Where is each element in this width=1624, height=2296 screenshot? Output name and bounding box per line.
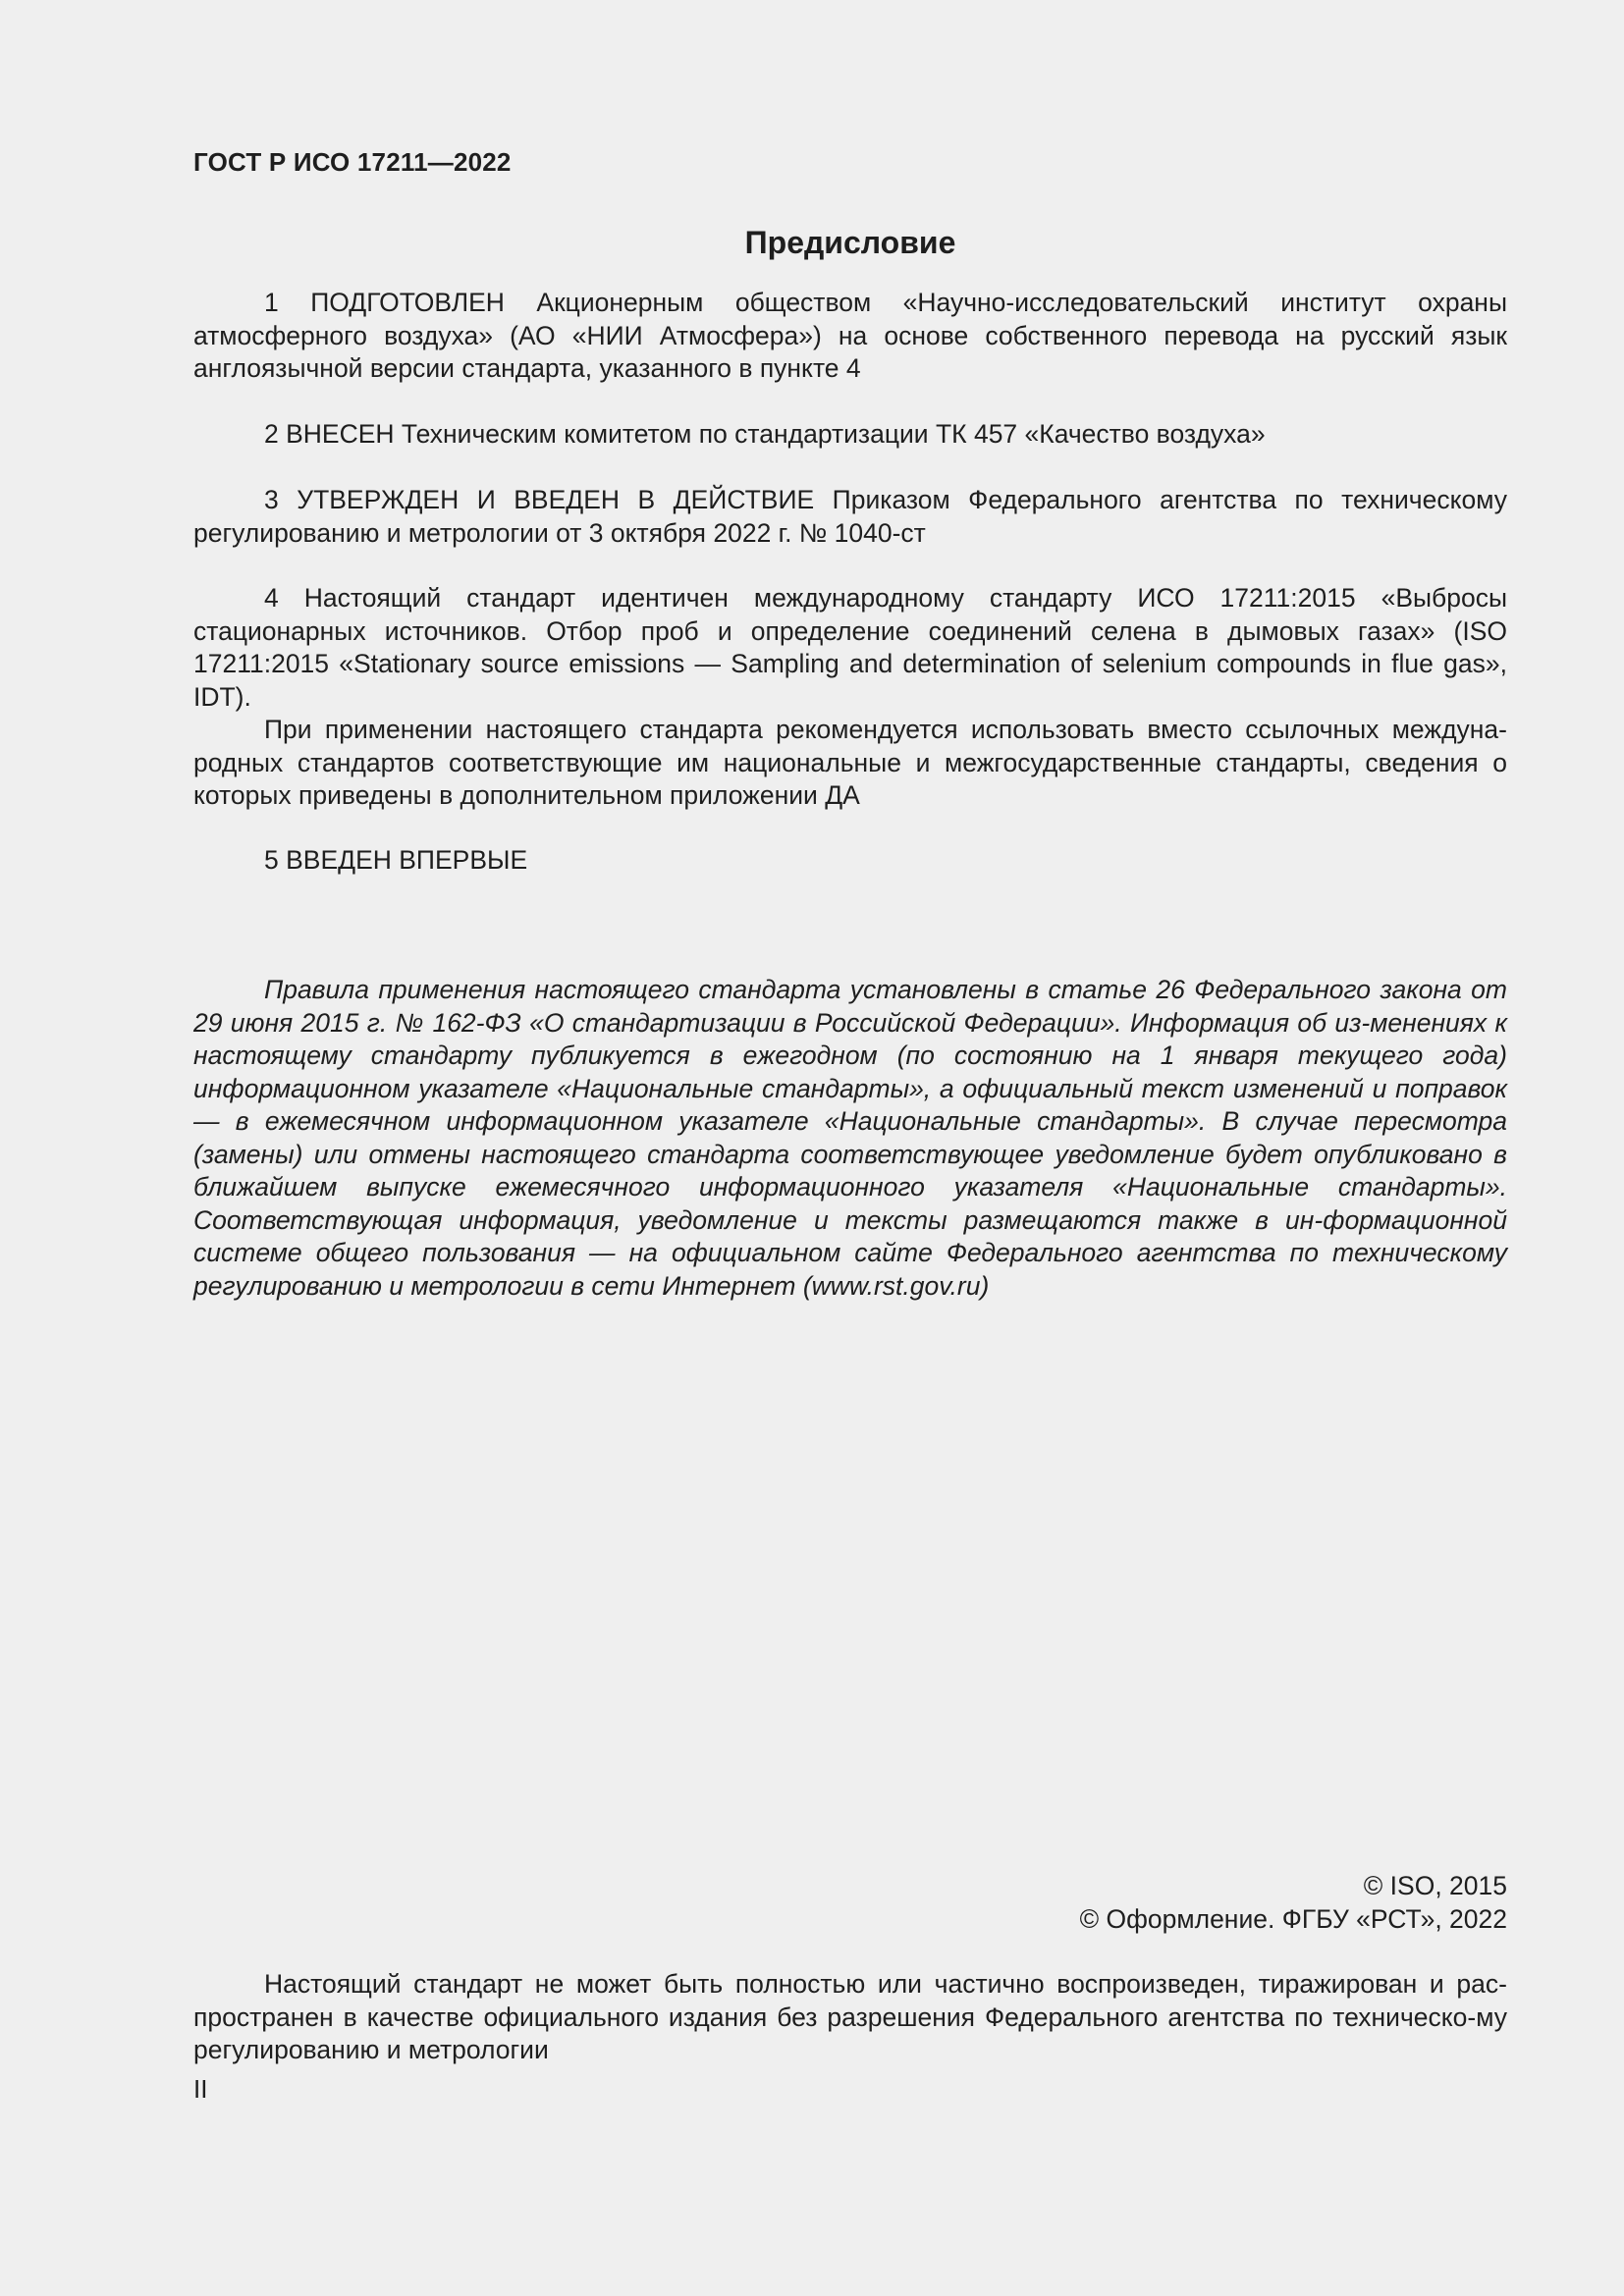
copyright-design: © Оформление. ФГБУ «РСТ», 2022 bbox=[1079, 1903, 1507, 1934]
page-number: II bbox=[193, 2074, 208, 2104]
reproduction-notice-text: Настоящий стандарт не может быть полностью или частично воспроизведен, тиражирован и рас-пространен в качестве официального издания без разрешения Федерального агентства по техническо-му регулированию и метрологии bbox=[193, 1969, 1507, 2064]
legal-notice-text: Правила применения настоящего стандарта установлены в статье 26 Федерального закона от 29 июня 2015 г. № 162-ФЗ «О стандартизации в Российской Федерации». Информация об из-менениях к настоящему стандарту публикуется в ежегодном (по состоянию на 1 января текущего года) информационном указателе «Национальные стандарты», а официальный текст изменений и поправок — в ежемесячном информационном указателе «Национальные стандарты». В случае пересмотра (замены) или отмены настоящего стандарта соответствующее уведомление будет опубликовано в ближайшем выпуске ежемесячного информационного указателя «Национальные стандарты». Соответствующая информация, уведомление и тексты размещаются также в ин-формационной системе общего пользования — на официальном сайте Федерального агентства по техническому регулированию и метрологии в сети Интернет (www.rst.gov.ru) bbox=[193, 975, 1507, 1301]
document-code: ГОСТ Р ИСО 17211—2022 bbox=[193, 147, 512, 177]
preface-item-4-note: При применении настоящего стандарта рекомендуется использовать вместо ссылочных междуна-родных стандартов соответствующие им национальные и межгосударственные стандарты, сведения о которых приведены в дополнительном приложении ДА bbox=[193, 715, 1507, 810]
copyright-iso: © ISO, 2015 bbox=[1363, 1871, 1507, 1900]
preface-item-1 bbox=[193, 287, 1507, 386]
reproduction-notice bbox=[193, 1968, 1507, 2067]
preface-item-4 bbox=[193, 582, 1507, 813]
legal-notice bbox=[193, 974, 1507, 1303]
preface-item-3-text: 3 УТВЕРЖДЕН И ВВЕДЕН В ДЕЙСТВИЕ Приказом Федерального агентства по техническому регулированию и метрологии от 3 октября 2022 г. № 1040-ст bbox=[193, 485, 1507, 548]
preface-item-3 bbox=[193, 484, 1507, 550]
preface-item-1-text: 1 ПОДГОТОВЛЕН Акционерным обществом «Научно-исследовательский институт охраны атмосферного воздуха» (АО «НИИ Атмосфера») на основе собственного перевода на русский язык англоязычной версии стандарта, указанного в пункте 4 bbox=[193, 288, 1507, 383]
preface-item-2 bbox=[193, 418, 1507, 452]
preface-title: Предисловие bbox=[744, 225, 956, 260]
preface-item-4-text: 4 Настоящий стандарт идентичен международному стандарту ИСО 17211:2015 «Выбросы стационарных источников. Отбор проб и определение соединений селена в дымовых газах» (ISO 17211:2015 «Stationary source emissions — Sampling and determination of selenium compounds in flue gas», IDT). bbox=[193, 583, 1507, 712]
copyright-block bbox=[1080, 1870, 1507, 1936]
preface-item-5 bbox=[193, 844, 1507, 878]
preface-item-2-text: 2 ВНЕСЕН Техническим комитетом по стандартизации ТК 457 «Качество воздуха» bbox=[264, 419, 1266, 449]
preface-item-5-text: 5 ВВЕДЕН ВПЕРВЫЕ bbox=[264, 845, 528, 875]
